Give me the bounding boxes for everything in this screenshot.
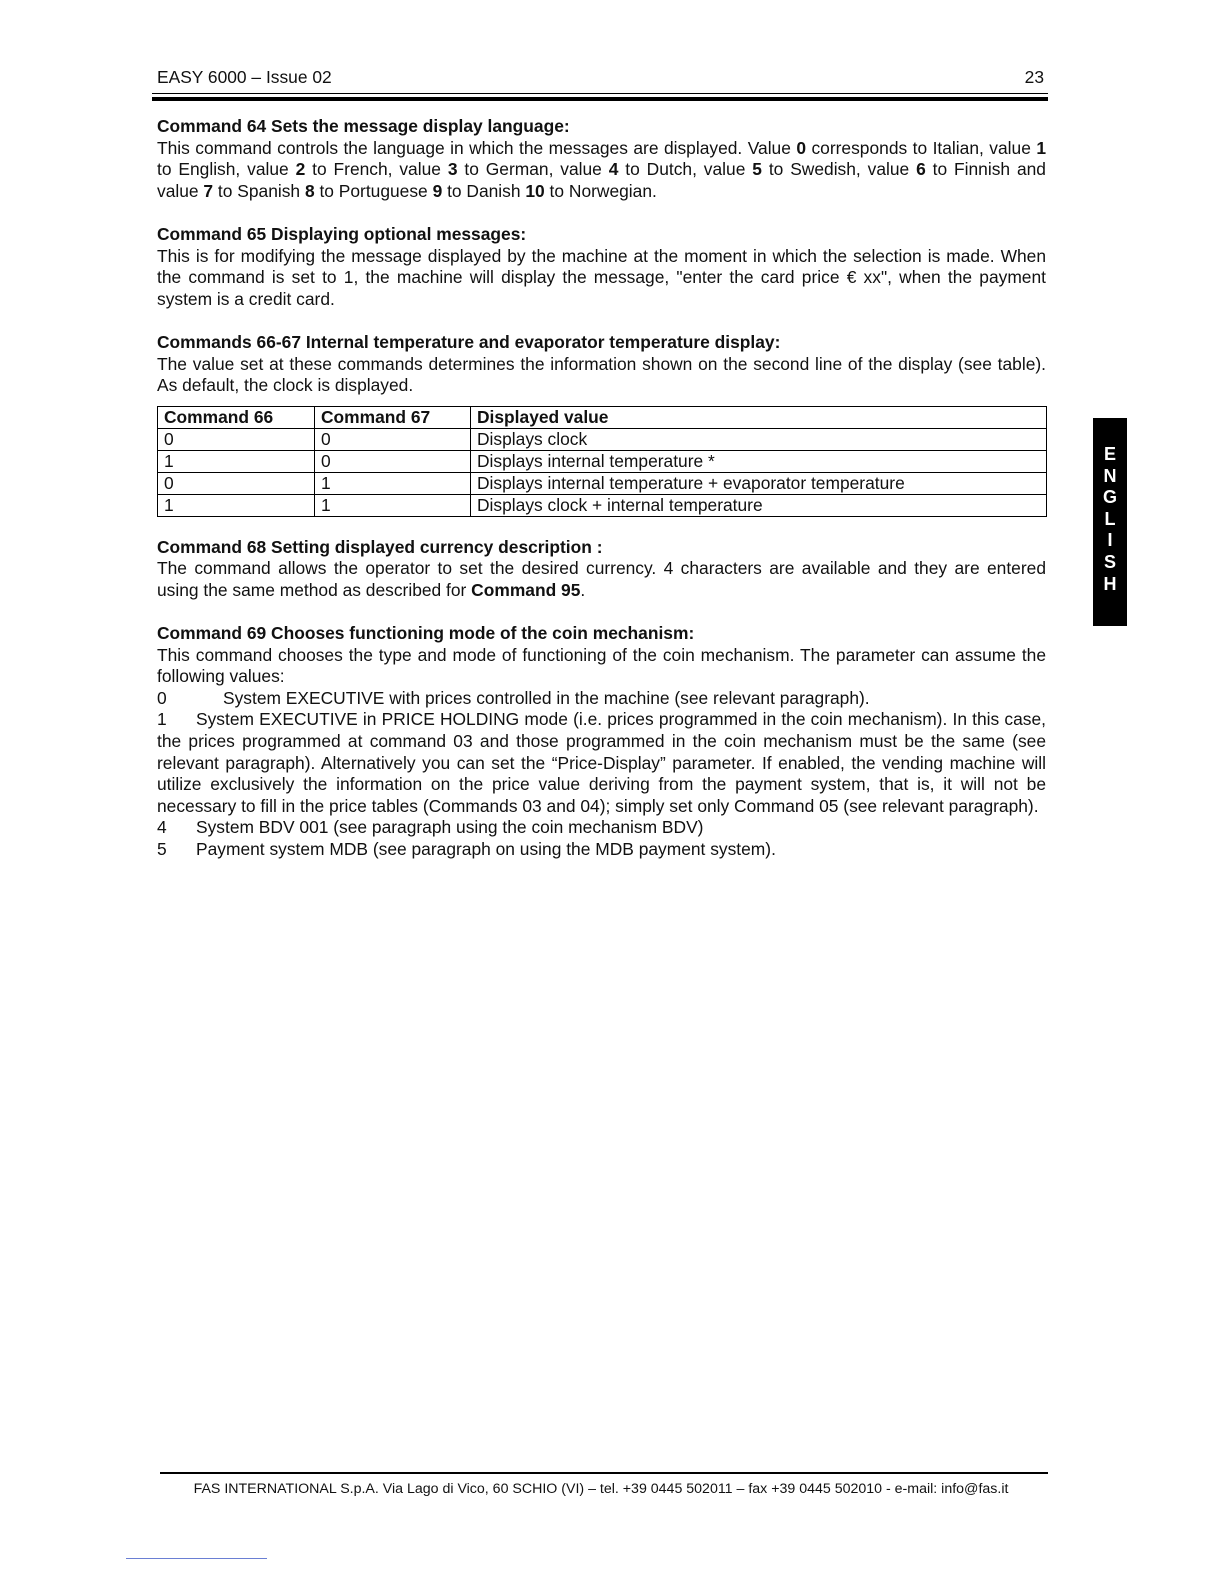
value-code: 1 [1036, 137, 1046, 158]
section-heading: Command 68 Setting displayed currency description : [157, 536, 603, 557]
table-row [158, 450, 1047, 472]
table-cell: Displays clock + internal temperature [471, 494, 1047, 516]
link-underline [126, 1558, 267, 1559]
section-body: This is for modifying the message displayed by the machine at the moment in which the selection is made. When the command is set to 1, the machine will display the message, "enter the card price € xx", when the payment system is a credit card. [157, 245, 1046, 309]
section-commands-66-67 [157, 332, 1046, 517]
table-cell: Displays clock [471, 428, 1047, 450]
text-run: . [580, 579, 586, 600]
text-run: to English, value [157, 159, 296, 180]
table-cell: 0 [315, 428, 471, 450]
tab-letter: N [1103, 465, 1117, 486]
list-item [157, 709, 1046, 817]
header-rule-thin [152, 93, 1048, 94]
text-run: corresponds to Italian, value [806, 137, 1037, 158]
footer-text: FAS INTERNATIONAL S.p.A. Via Lago di Vico, 60 SCHIO (VI) – tel. +39 0445 502011 – fax +39 0445 502010 - e-mail: info@fas.it [193, 1481, 1009, 1497]
value-code: 5 [752, 159, 762, 180]
page-number: 23 [1024, 67, 1044, 87]
table-cell: 1 [158, 494, 315, 516]
header-rule [152, 97, 1048, 101]
value-code: 0 [796, 137, 807, 158]
table-cell: 0 [158, 428, 315, 450]
section-heading: Command 64 Sets the message display language: [157, 116, 570, 136]
value-code: 10 [525, 180, 545, 201]
section-heading: Command 69 Chooses functioning mode of the coin mechanism: [157, 623, 695, 644]
text-run: to Finnish and value [157, 159, 1046, 201]
table-row [158, 494, 1047, 516]
section-heading: Commands 66-67 Internal temperature and evaporator temperature display: [157, 331, 781, 352]
page-content [157, 116, 1046, 861]
display-value-table [157, 406, 1047, 517]
column-header: Command 66 [158, 406, 315, 428]
table-cell: 0 [158, 472, 315, 494]
text-run: to Danish [442, 180, 526, 201]
value-number: 1 [157, 709, 167, 730]
text-run: to Dutch, value [618, 159, 753, 180]
value-code: 2 [295, 159, 306, 180]
value-description: System EXECUTIVE with prices controlled in the machine (see relevant paragraph). [223, 687, 870, 708]
value-number: 5 [157, 839, 167, 860]
document-title: EASY 6000 – Issue 02 [157, 67, 332, 87]
table-cell: 1 [158, 450, 315, 472]
tab-letter: S [1103, 551, 1116, 572]
section-body [157, 138, 1046, 203]
value-code: 9 [432, 180, 443, 201]
text-run: to French, value [305, 159, 448, 180]
column-header: Command 67 [315, 406, 471, 428]
section-command-68 [157, 537, 1046, 602]
section-command-64 [157, 116, 1046, 202]
table-cell: Displays internal temperature + evaporator temperature [471, 472, 1047, 494]
text-run: to Swedish, value [761, 159, 917, 180]
section-body: The value set at these commands determines the information shown on the second line of the display (see table). As default, the clock is displayed. [157, 353, 1046, 396]
table-cell: Displays internal temperature * [471, 450, 1047, 472]
tab-letter: I [1107, 530, 1113, 551]
value-description: System EXECUTIVE in PRICE HOLDING mode (i.e. prices programmed in the coin mechanism). In this case, the prices programmed at command 03 and those programmed in the coin mechanism must be the same (see relevant paragraph). Alternatively you can set the “Price-Display” parameter. If enabled, the vending machine will utilize exclusively the information on the price value deriving from the payment system, that is, it will not be necessary to fill in the price tables (Commands 03 and 04); simply set only Command 05 (see relevant paragraph). [157, 709, 1046, 816]
table-row [158, 428, 1047, 450]
footer-rule [160, 1472, 1048, 1474]
section-command-69 [157, 623, 1046, 861]
list-item [157, 688, 1046, 710]
table-row [158, 472, 1047, 494]
text-run: to Spanish [213, 180, 305, 201]
section-heading: Command 65 Displaying optional messages: [157, 223, 527, 244]
column-header: Displayed value [471, 406, 1047, 428]
page-header [157, 65, 1046, 89]
tab-letter: L [1104, 508, 1116, 529]
language-side-tab [1093, 418, 1127, 626]
table-cell: 1 [315, 494, 471, 516]
value-code: 7 [203, 180, 214, 201]
section-command-65 [157, 224, 1046, 310]
text-run: This command controls the language in which the messages are displayed. Value [157, 137, 797, 158]
value-code: 3 [447, 159, 458, 180]
table-cell: 1 [315, 472, 471, 494]
list-item [157, 817, 1046, 839]
section-body [157, 558, 1046, 601]
text-run: to German, value [457, 159, 609, 180]
value-code: 4 [608, 159, 619, 180]
tab-letter: H [1103, 573, 1117, 594]
text-run: to Norwegian. [544, 180, 657, 201]
command-reference: Command 95 [471, 579, 581, 600]
list-item [157, 839, 1046, 861]
text-run: The command allows the operator to set the desired currency. 4 characters are available and they are entered using the same method as described for [157, 558, 1046, 600]
page-footer [0, 1480, 1200, 1498]
tab-letter: E [1103, 444, 1116, 464]
text-run: to Portuguese [314, 180, 433, 201]
tab-letter: G [1102, 487, 1117, 508]
value-number: 4 [157, 817, 167, 838]
value-code: 8 [304, 180, 315, 201]
value-number: 0 [157, 687, 167, 708]
table-header-row [158, 406, 1047, 428]
value-code: 6 [916, 159, 926, 180]
table-cell: 0 [315, 450, 471, 472]
section-body: This command chooses the type and mode of functioning of the coin mechanism. The parameter can assume the following values: [157, 644, 1046, 687]
value-description: Payment system MDB (see paragraph on using the MDB payment system). [196, 839, 776, 860]
value-description: System BDV 001 (see paragraph using the coin mechanism BDV) [196, 817, 704, 838]
